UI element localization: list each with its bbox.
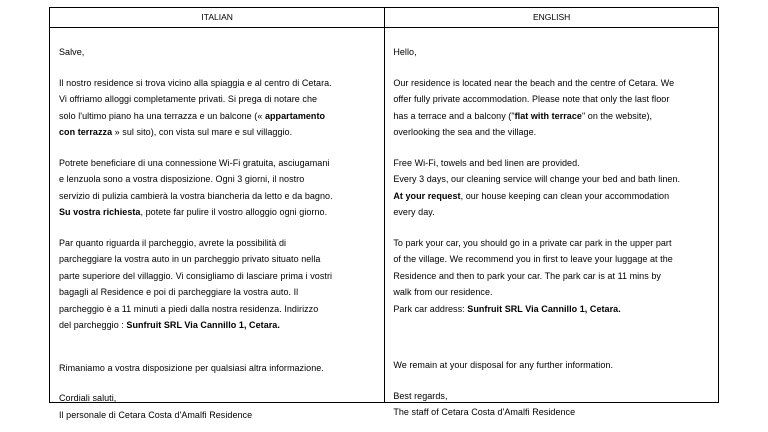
italian-para2-line4-bold: Su vostra richiesta [59, 207, 141, 217]
italian-para1-line3 [59, 108, 377, 125]
italian-para1-line3-bold: appartamento [264, 110, 326, 121]
english-closing-line2: The staff of Cetara Costa d'Amalfi Residence [393, 407, 576, 417]
column-header-english: ENGLISH [532, 12, 571, 22]
english-parking-address: Sunfruit SRL Via Cannillo 1, Cetara. [467, 303, 621, 314]
italian-para2-line4-text: , potete far pulire il vostro alloggio ogni giorno. [140, 207, 328, 217]
bilingual-information-table [49, 7, 719, 420]
english-para3-line2: of the village. We recommend you in first to leave your luggage at the [393, 254, 673, 264]
english-para1-line4: overlooking the sea and the village. [393, 127, 537, 137]
italian-para1-line4-text: » sul sito), con vista sul mare e sul villaggio. [112, 127, 293, 137]
english-para1-line2: offer fully private accommodation. Please note that only the last floor [393, 94, 670, 104]
english-para1-line3 [393, 108, 711, 125]
italian-para1-line3-text: solo l'ultimo piano ha una terrazza e un balcone (« [59, 110, 265, 121]
english-para3-line5 [393, 301, 711, 318]
english-para2-line3-text: , our house keeping can clean your accommodation [460, 190, 670, 201]
italian-closing-line1: Cordiali saluti, [59, 393, 117, 403]
english-para2-line1: Free Wi-Fi, towels and bed linen are provided. [393, 157, 580, 168]
english-para2-line4: every day. [393, 207, 435, 217]
english-letter-cell [385, 28, 718, 417]
italian-para2-line3: servizio di pulizia cambierà la vostra biancheria da letto e da bagno. [59, 190, 333, 201]
english-greeting: Hello, [393, 47, 417, 57]
italian-para2-line2: e lenzuola sono a vostra disposizione. Ogni 3 giorni, il nostro [59, 174, 305, 184]
english-para4: We remain at your disposal for any further information. [393, 360, 614, 370]
italian-para1-line4-bold: con terrazza [59, 127, 113, 137]
italian-para3-line4: bagagli al Residence e poi di parcheggiare la vostra auto. Il [59, 287, 299, 297]
english-para2-line3 [393, 188, 711, 205]
english-closing-line1: Best regards, [393, 390, 448, 401]
english-para2-line3-bold: At your request [393, 190, 461, 201]
italian-parking-label: del parcheggio : [59, 320, 127, 330]
italian-para1-line2: Vi offriamo alloggi completamente privati. Si prega di notare che [59, 94, 318, 104]
italian-para3-line5: parcheggio è a 11 minuti a piedi dalla nostra residenza. Indirizzo [59, 303, 319, 314]
italian-para1-line4 [59, 124, 377, 141]
italian-para2-line4 [59, 204, 377, 221]
italian-para2-line1: Potrete beneficiare di una connessione Wi-Fi gratuita, asciugamani [59, 157, 330, 168]
english-para1-line3-bold: flat with terrace [514, 110, 582, 121]
english-para3-line3: Residence and then to park your car. The park car is at 11 mins by [393, 270, 661, 281]
italian-letter-cell [50, 28, 385, 420]
italian-parking-address: Sunfruit SRL Via Cannillo 1, Cetara. [126, 320, 280, 330]
italian-para1-line1: Il nostro residence si trova vicino alla spiaggia e al centro di Cetara. [59, 77, 332, 88]
english-parking-label: Park car address: [393, 303, 468, 314]
english-para1-line3-text: has a terrace and a balcony (" [393, 110, 515, 121]
english-para1-line1: Our residence is located near the beach and the centre of Cetara. We [393, 77, 675, 88]
table-body-row [50, 28, 718, 420]
english-para2-line2: Every 3 days, our cleaning service will change your bed and bath linen. [393, 174, 681, 184]
italian-para3-line2: parcheggiare la vostra auto in un parcheggio privato situato nella [59, 254, 321, 264]
italian-para3-line6 [59, 317, 377, 334]
italian-para4: Rimaniamo a vostra disposizione per qualsiasi altra informazione. [59, 362, 324, 373]
english-para3-line4: walk from our residence. [393, 287, 493, 297]
italian-greeting: Salve, [59, 47, 85, 57]
italian-closing-line2: Il personale di Cetara Costa d'Amalfi Residence [59, 409, 253, 420]
italian-para3-line3: parte superiore del villaggio. Vi consigliamo di lasciare prima i vostri [59, 270, 333, 281]
table-header-row [50, 8, 718, 28]
italian-para3-line1: Par quanto riguarda il parcheggio, avrete la possibilità di [59, 237, 287, 248]
column-header-italian: ITALIAN [50, 8, 385, 27]
english-para3-line1: To park your car, you should go in a private car park in the upper part [393, 237, 672, 248]
english-para1-line3-tail: " on the website), [581, 110, 653, 121]
